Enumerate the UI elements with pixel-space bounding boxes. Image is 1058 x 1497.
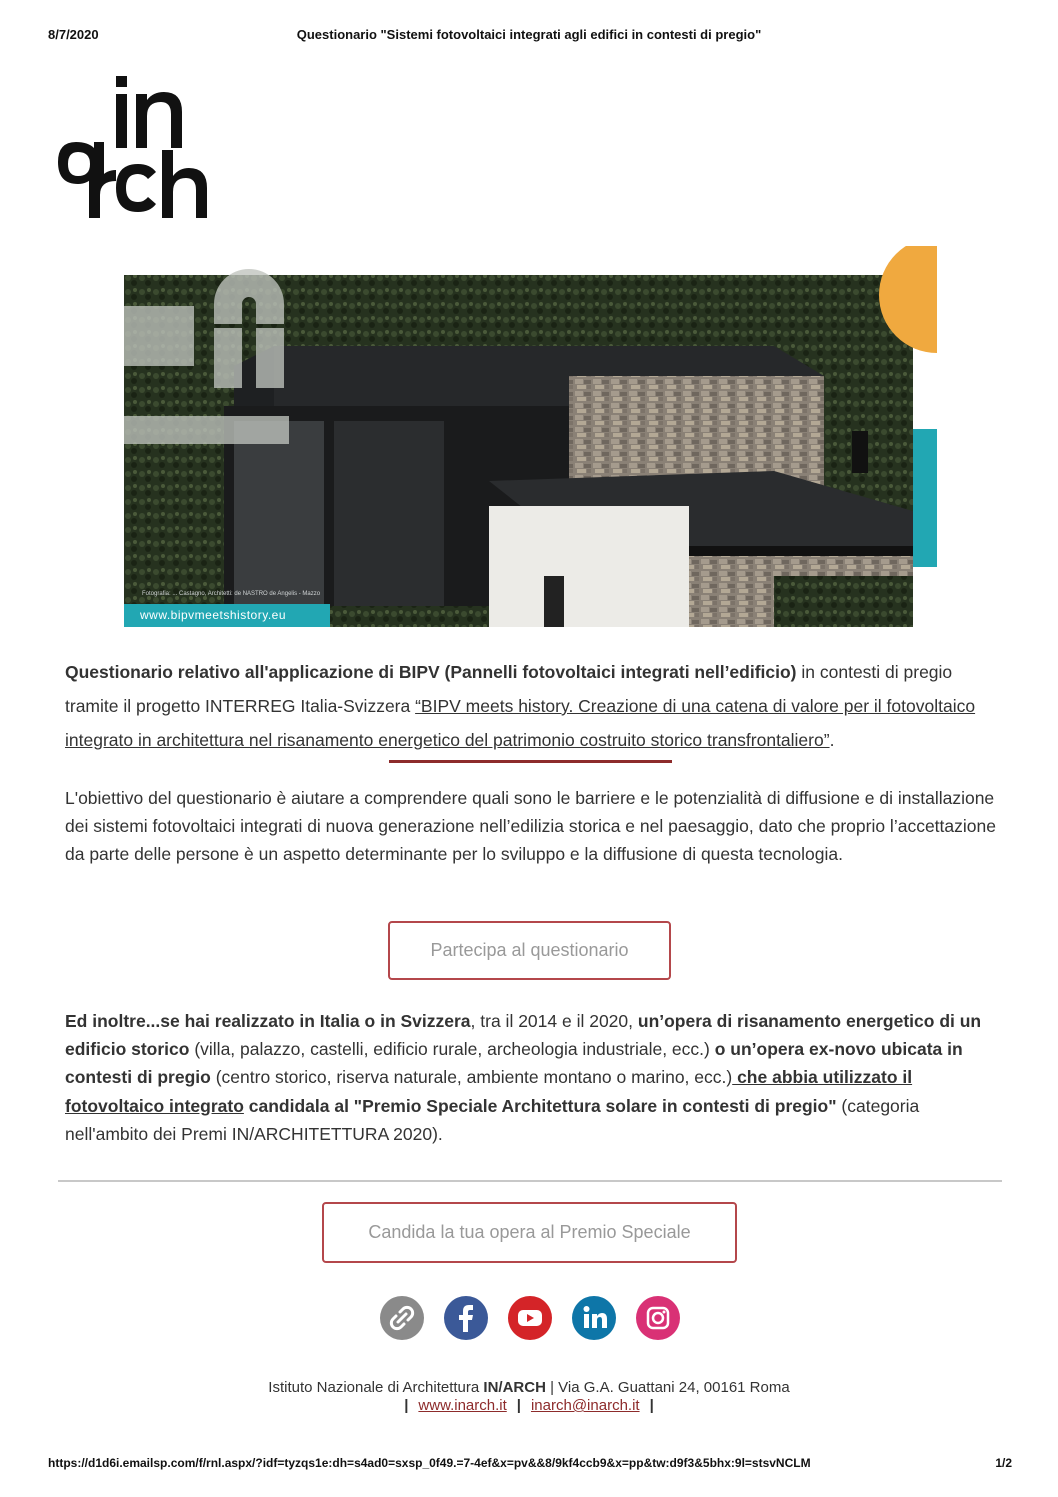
award-text-2: (villa, palazzo, castelli, edificio rurale, archeologia industriale, ecc.) [189, 1039, 715, 1060]
award-bold-3: o un’opera ex-novo ubicata in contesti di pregio [65, 1039, 963, 1088]
footer-sep: | [404, 1397, 409, 1414]
print-date: 8/7/2020 [48, 27, 99, 42]
footer-street: | Via G.A. Guattani 24, 00161 Roma [545, 1379, 790, 1396]
objective-paragraph: L'obiettivo del questionario è aiutare a comprendere quali sono le barriere e le potenzialità di diffusione e di installazione dei sistemi fotovoltaici integrati di nuova generazione nell’edilizia storica e nel paesaggio, dato che proprio l’accettazione da parte delle persone è un aspetto determinante per lo sviluppo e la diffusione di questa tecnologia. [65, 788, 996, 865]
footer-sep: | [516, 1397, 521, 1414]
award-text-4: (categoria nell'ambito dei Premi IN/ARCHITETTURA 2020). [65, 1095, 920, 1144]
hero-photo [124, 246, 937, 627]
award-text-1: , tra il 2014 e il 2020, [470, 1011, 638, 1031]
hero-image[interactable] [124, 246, 937, 627]
print-url: https://d1d6i.emailsp.com/f/rnl.aspx/?idf=tyzqs1e:dh=s4ad0=sxsp_0f49.=7-4ef&x=pv&&8/9kf4ccb9&x=pp&tw:d9f3&5bhx:9l=stsvNCLM [48, 1456, 811, 1470]
footer-sep: | [649, 1397, 654, 1414]
award-button[interactable]: Candida la tua opera al Premio Speciale [322, 1202, 737, 1263]
red-divider [389, 760, 672, 763]
survey-button[interactable]: Partecipa al questionario [388, 921, 671, 980]
footer-site-link[interactable]: www.inarch.it [418, 1397, 507, 1414]
print-page-number: 1/2 [995, 1456, 1012, 1470]
award-text-3: (centro storico, riserva naturale, ambiente montano o marino, ecc.) [210, 1067, 733, 1088]
project-link[interactable]: “BIPV meets history. Creazione di una catena di valore per il fotovoltaico integrato in architettura nel risanamento energetico del patrimonio costruito storico transfrontaliero” [65, 696, 976, 750]
footer-org: Istituto Nazionale di Architettura [268, 1379, 484, 1396]
gray-divider [58, 1180, 1002, 1182]
instagram-icon[interactable] [636, 1296, 680, 1340]
youtube-icon[interactable] [508, 1296, 552, 1340]
intro-text: in contesti di pregio tramite il progetto INTERREG Italia-Svizzera [65, 662, 953, 716]
bipv-link[interactable]: che abbia utilizzato il fotovoltaico integrato [65, 1067, 913, 1116]
hero-url-label[interactable]: www.bipvmeetshistory.eu [124, 604, 330, 627]
facebook-icon[interactable] [444, 1296, 488, 1340]
award-bold-2: un’opera di risanamento energetico di un edificio storico [65, 1011, 982, 1060]
award-paragraph [65, 1007, 1000, 1148]
hero-photo-credit: Fotografia: ... Castagno, Architetti: de NASTRO de Angelis - Mazzo [142, 591, 321, 597]
intro-paragraph [65, 655, 1000, 757]
link-icon[interactable] [380, 1296, 424, 1340]
award-bold-1: Ed inoltre...se hai realizzato in Italia o in Svizzera [65, 1011, 471, 1031]
intro-bold: Questionario relativo all'applicazione di BIPV (Pannelli fotovoltaici integrati nell’edificio) [65, 662, 797, 682]
award-bold-4: candidala al "Premio Speciale Architettura solare in contesti di pregio" [243, 1095, 837, 1116]
inarch-logo-graphic [56, 72, 211, 224]
linkedin-icon[interactable] [572, 1296, 616, 1340]
footer-address [0, 1379, 1058, 1396]
footer-org-bold: IN/ARCH [483, 1379, 546, 1396]
print-title: Questionario "Sistemi fotovoltaici integrati agli edifici in contesti di pregio" [296, 27, 762, 42]
footer-email-link[interactable]: inarch@inarch.it [530, 1397, 640, 1414]
inarch-logo[interactable] [56, 72, 211, 224]
intro-end: . [829, 730, 835, 750]
footer-links [0, 1397, 1058, 1414]
